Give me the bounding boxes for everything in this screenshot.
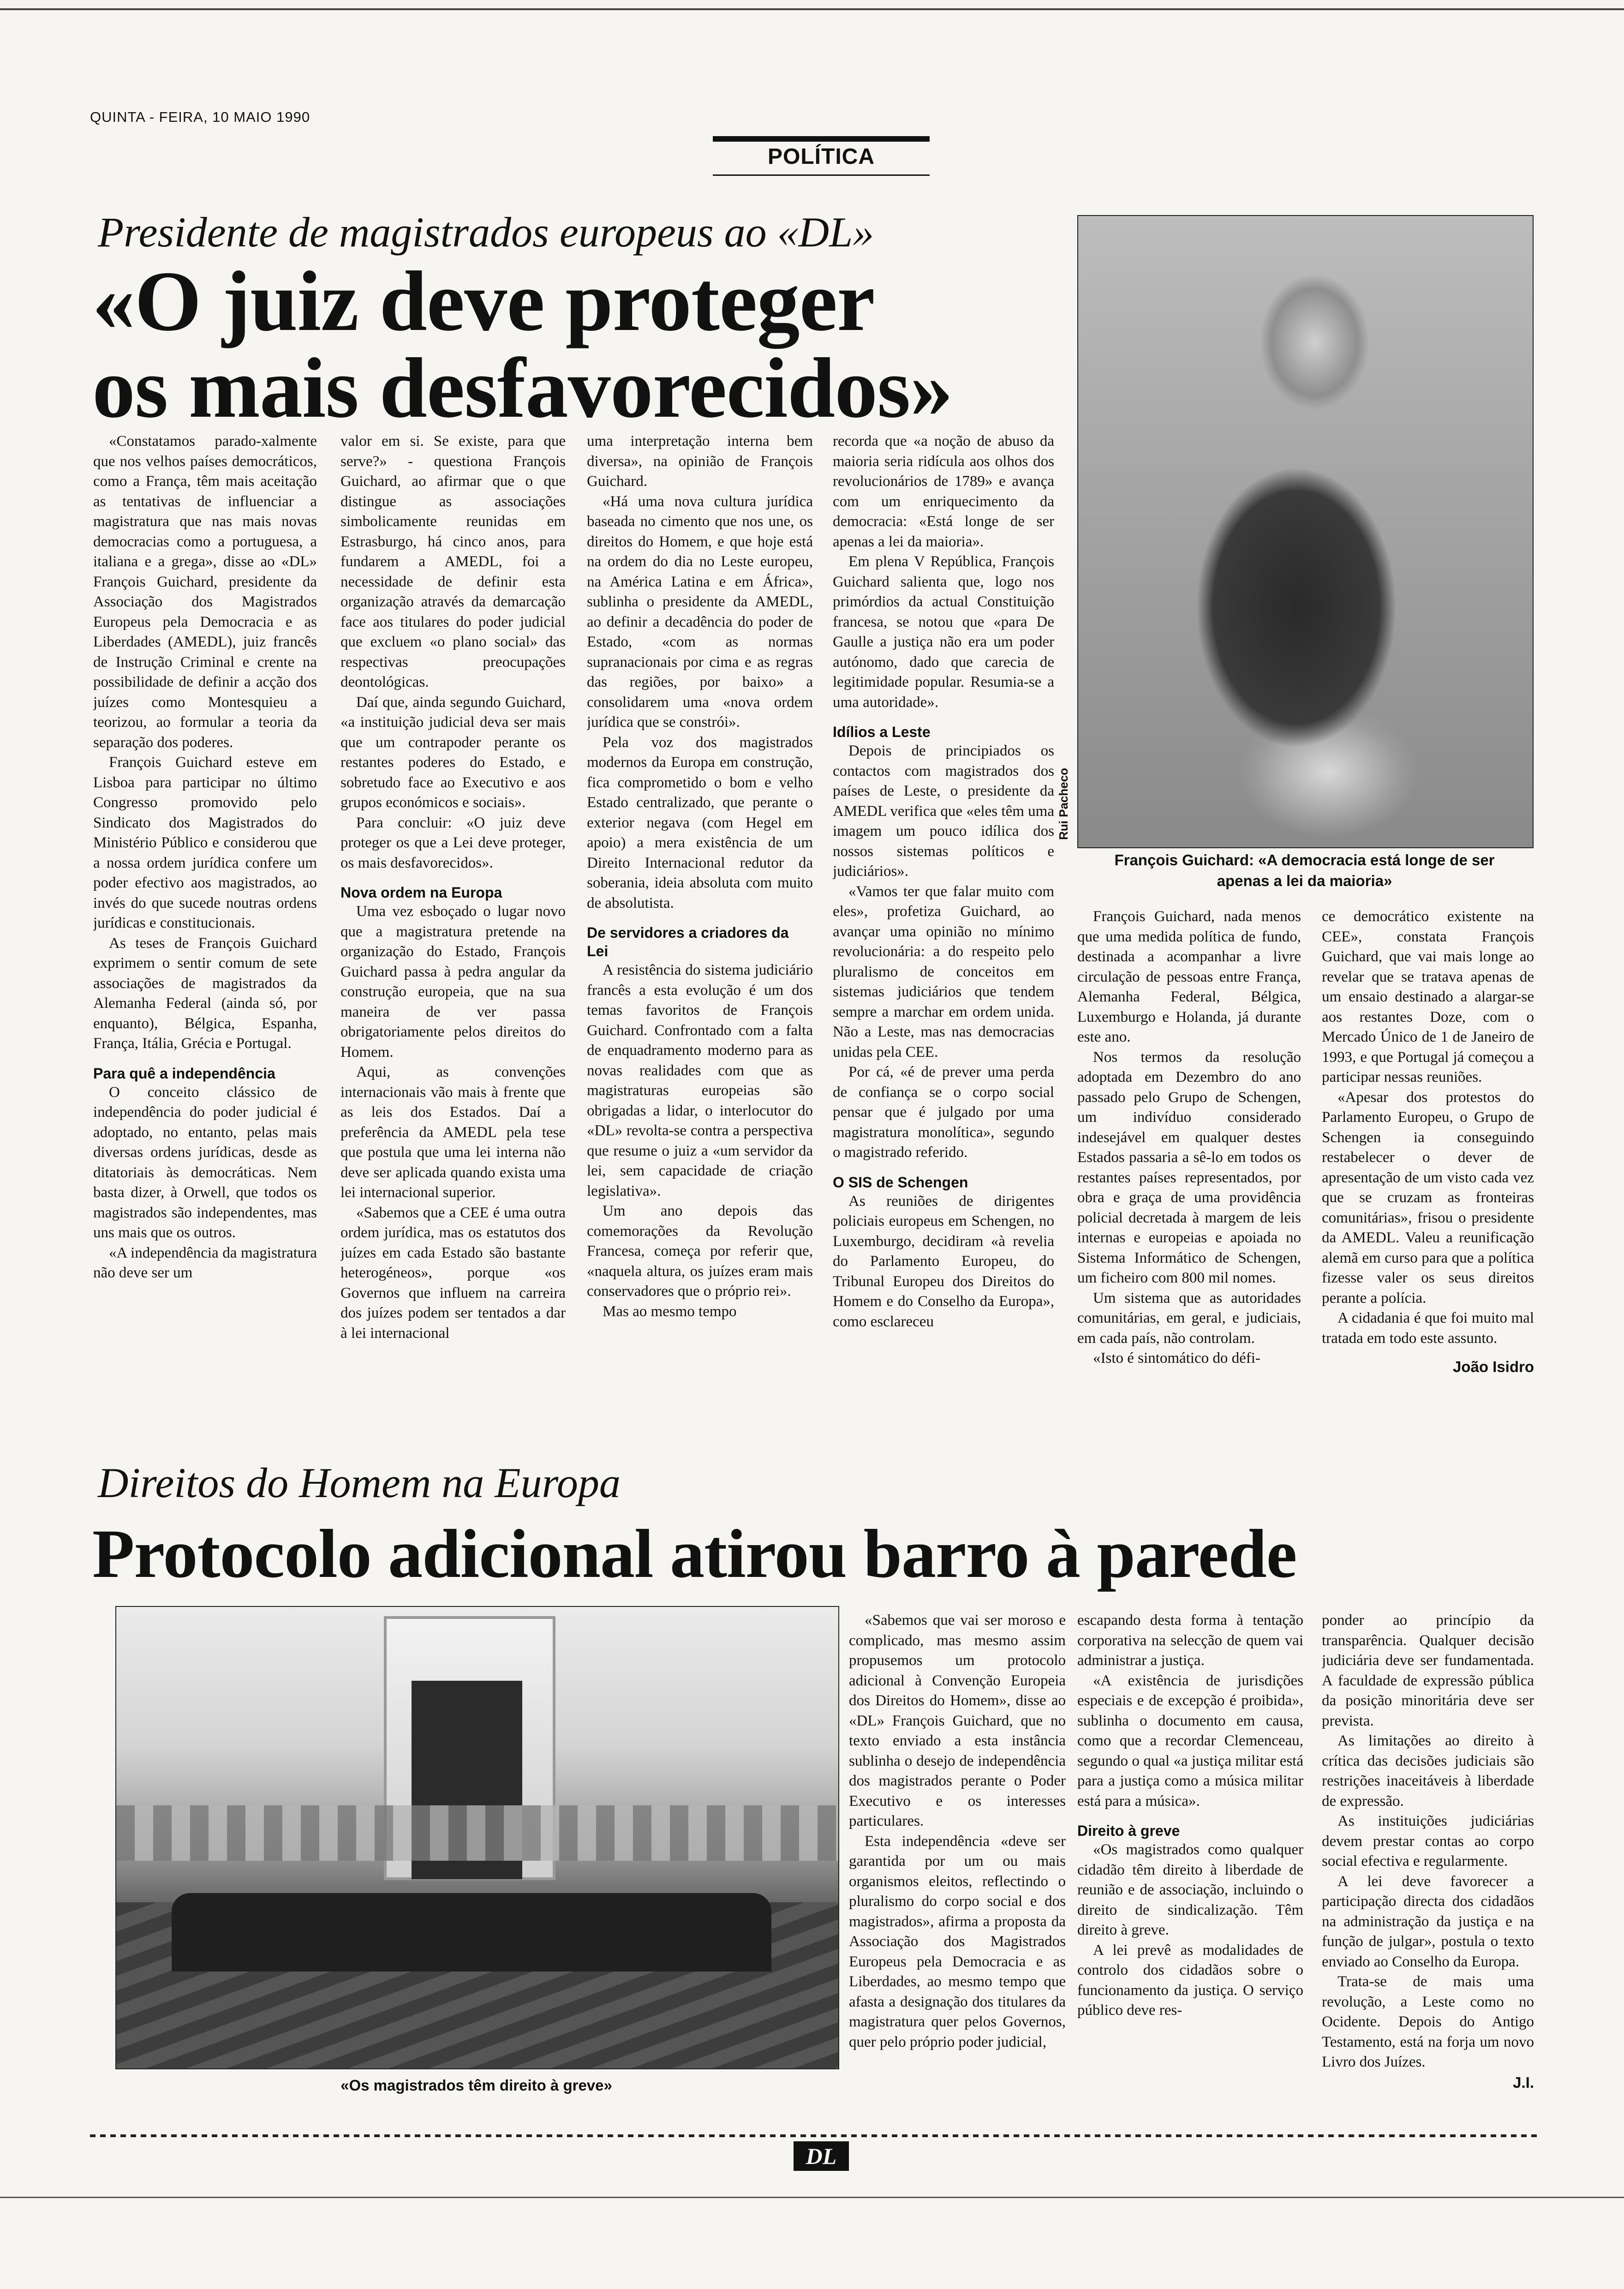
section-bottom-rule [713,174,930,176]
paragraph: «Os magistrados como qualquer cidadão têm direito à liberdade de reunião e de associação, incluindo o direito de sindicalização. Têm direito à greve. [1077,1841,1303,1938]
article2-column-1 [849,1611,1066,2123]
subheading: De servidores a criadores da Lei [587,924,789,959]
article1-headline-line2: os mais desfavorecidos» [92,341,953,436]
paragraph: recorda que «a noção de abuso da maioria seria ridícula aos olhos dos revolucionários de 1789» e avança com um enriquecimento da democracia: «Está longe de ser apenas a lei da maioria». [833,433,1054,550]
courtroom-photo [115,1606,839,2069]
paragraph: «Sabemos que vai ser moroso e complicado, mas mesmo assim propusemos um protocolo adicional à Convenção Europeia dos Direitos do Homem», disse ao «DL» François Guichard, que no texto enviado a esta instância sublinha o desejo de independência dos magistrados perante o Poder Executivo e os interesses particulares. [849,1612,1066,1829]
paragraph: As instituições judiciárias devem prestar contas ao corpo social efectiva e regularmente. [1322,1813,1534,1870]
section-label: POLÍTICA [768,144,875,169]
article2-kicker: Direitos do Homem na Europa [98,1459,621,1506]
paragraph: Mas ao mesmo tempo [603,1303,737,1320]
paragraph: «Sabemos que a CEE é uma outra ordem jurídica, mas os estatutos dos juízes em cada Estado são bastante heterogéneos», porque «os Governos que influem na carreira dos juízes podem ser tentados a dar à lei internacional [340,1204,566,1342]
paragraph: uma interpretação interna bem diversa», na opinião de François Guichard. [587,433,813,490]
paragraph: Esta independência «deve ser garantida por um ou mais organismos eleitos, reflectindo o pluralismo do corpo social e dos magistrados», afirma a proposta da Associação dos Magistrados Europeus pela Democracia e as Liberdades, ao mesmo tempo que afasta a designação dos titulares da magistratura quer pelos Governos, quer pelo próprio poder judicial, [849,1833,1066,2050]
paragraph: A lei prevê as modalidades de controlo dos cidadãos sobre o funcionamento da justiça. O serviço público deve res- [1077,1941,1303,2019]
paragraph: Aqui, as convenções internacionais vão mais à frente que as leis dos Estados. Daí a preferência da AMEDL pela tese que postula que uma lei interna não deve ser aplicada quando exista uma lei internacional superior. [340,1064,566,1201]
subheading: Idílios a Leste [833,724,931,740]
paragraph: François Guichard esteve em Lisboa para participar no último Congresso promovido pelo Sindicato dos Magistrados do Ministério Público e considerou que a nossa ordem jurídica confere um poder efectivo aos magistrados, ao invés do que sucede noutras ordens jurídicas e constitucionais. [93,754,317,931]
subheading: Para quê a independência [93,1065,275,1082]
article1-kicker: Presidente de magistrados europeus ao «DL» [98,209,874,256]
article1-column-5 [1077,907,1301,1447]
article1-column-4 [833,431,1054,1447]
subheading: Direito à greve [1077,1822,1180,1839]
footer-logo: DL [794,2141,849,2171]
paragraph: «Isto é sintomático do défi- [1093,1350,1260,1366]
footer-dotted-rule [90,2134,1539,2137]
paragraph: Um sistema que as autoridades comunitárias, em geral, e judiciais, em cada país, não controlam. [1077,1289,1301,1347]
article1-column-6 [1322,907,1534,1447]
paragraph: Em plena V República, François Guichard salienta que, logo nos primórdios da actual Constituição francesa, se notou que «para De Gaulle a justiça não era um poder autónomo, dado que carecia de legitimidade popular. Resumia-se a uma autoridade». [833,553,1054,711]
paragraph: Pela voz dos magistrados modernos da Europa em construção, fica comprometido o bom e velho Estado centralizado, que perante o exterior negava (com Hegel em apoio) a mera existência de um Direito Internacional redutor da soberania, ideia absoluta com muito de absolutista. [587,734,813,911]
paragraph: Nos termos da resolução adoptada em Dezembro do ano passado pelo Grupo de Schengen, um indivíduo considerado indesejável em qualquer destes Estados passaria a sê-lo em todos os restantes países representados, por obra e graça de uma providência policial decretada à margem de leis internas e europeias e apoiada no Sistema Informático de Schengen, um ficheiro com 800 mil nomes. [1077,1049,1301,1286]
paragraph: Depois de principiados os contactos com magistrados dos países de Leste, o presidente da AMEDL verifica que «eles têm uma imagem um pouco idílica dos nossos sistemas políticos e judiciários». [833,743,1054,880]
author-signature: J.I. [1513,2073,1534,2091]
paragraph: As limitações ao direito à crítica das decisões judiciais são restrições inaceitáveis à liberdade de expressão. [1322,1732,1534,1810]
paragraph: «Vamos ter que falar muito com eles», profetiza Guichard, ao avançar uma opinião no mínimo revolucionária: a do respeito pelo pluralismo de conceitos em sistemas judiciários que tendem sempre a marchar em ordem unida. Não a Leste, mas nas democracias unidas pela CEE. [833,883,1054,1061]
paragraph: As teses de François Guichard exprimem o sentir comum de sete associações de magistrados da Alemanha Federal (ainda só, por enquanto), Bélgica, Espanha, França, Itália, Grécia e Portugal. [93,935,317,1052]
subheading: Nova ordem na Europa [340,884,502,901]
photo-credit: Rui Pacheco [1057,767,1070,840]
paragraph: ce democrático existente na CEE», constata François Guichard, que vai mais longe ao revelar que se tratava apenas de um ensaio destinado a alargar-se aos restantes Doze, com o Mercado Único de 1 de Janeiro de 1993, e que Portugal já começou a participar nessas reuniões. [1322,908,1534,1085]
paragraph: «Constatamos parado-xalmente que nos velhos países democráticos, como a França, têm mais aceitação as tentativas de influenciar a magistratura que nas mais novas democracias como a portuguesa, a italiana e a grega», disse ao «DL» François Guichard, presidente da Associação dos Magistrados Europeus pela Democracia e as Liberdades (AMEDL), juiz francês de Instrução Criminal e crente na possibilidade de definir a acção dos juízes como Montesquieu a teorizou, ao formular a teoria da separação dos poderes. [93,433,317,751]
paragraph: valor em si. Se existe, para que serve?» - questiona François Guichard, ao afirmar que o que distingue as associações simbolicamente reunidas em Estrasburgo, há cinco anos, para fundarem a AMEDL, foi a necessidade de definir esta organização através da demarcação face aos titulares do poder judicial que excluem «o plano social» das respectivas preocupações deontológicas. [340,433,566,690]
paragraph: A cidadania é que foi muito mal tratada em todo este assunto. [1322,1310,1534,1347]
article1-column-2 [340,431,566,1447]
article2-column-3 [1322,1611,1534,2123]
article2-headline: Protocolo adicional atirou barro à parede [92,1516,1297,1592]
paragraph: ponder ao princípio da transparência. Qualquer decisão judiciária deve ser fundamentada. A faculdade de expressão pública da posição minoritária deve ser prevista. [1322,1612,1534,1729]
paragraph: «Há uma nova cultura jurídica baseada no cimento que nos une, os direitos do Homem, e que hoje está na ordem do dia no Leste europeu, na América Latina e em África», sublinha o presidente da AMEDL, ao definir a decadência do poder de Estado, «com as normas supranacionais por cima e as regras das regiões, por baixo» a consolidarem uma «nova ordem jurídica que se constrói». [587,493,813,731]
page-date: QUINTA - FEIRA, 10 MAIO 1990 [90,109,310,125]
paragraph: Para concluir: «O juiz deve proteger os que a Lei deve proteger, os mais desfavorecidos». [340,814,566,871]
top-edge-rule [0,8,1624,10]
subheading: O SIS de Schengen [833,1174,968,1191]
bottom-edge-rule [0,2197,1624,2198]
article1-headline-line1: «O juiz deve proteger [92,254,875,349]
paragraph: escapando desta forma à tentação corporativa na selecção de quem vai administrar a justiça. [1077,1612,1303,1669]
paragraph: O conceito clássico de independência do poder judicial é adoptado, no entanto, pelas mais diversas ordens jurídicas, desde as ditatoriais às democráticas. Nem basta dizer, à Orwell, que todos os magistrados são independentes, mas uns mais que os outros. [93,1084,317,1241]
paragraph: «A independência da magistratura não deve ser um [93,1244,317,1281]
paragraph: «Apesar dos protestos do Parlamento Europeu, o Grupo de Schengen ia conseguindo restabelecer o dever de apresentação de um visto cada vez que se cruzam as fronteiras comunitárias», frisou o presidente da AMEDL. Valeu a reunificação alemã em curso para que a política fizesse valer os seus direitos perante a polícia. [1322,1089,1534,1306]
section-top-bar [713,136,930,142]
paragraph: Uma vez esboçado o lugar novo que a magistratura pretende na organização do Estado, François Guichard passa à pedra angular da construção europeia, que na sua maneira de ver passa obrigatoriamente pelos direitos do Homem. [340,903,566,1061]
judges-bench [172,1893,771,1971]
wall-tiles [116,1805,838,1861]
paragraph: Por cá, «é de prever uma perda de confiança se o corpo social pensar que é julgado por uma magistratura monolítica», segundo o magistrado referido. [833,1064,1054,1161]
guichard-portrait-photo [1077,215,1534,848]
paragraph: As reuniões de dirigentes policiais europeus em Schengen, no Luxemburgo, decidiram «à revelia do Parlamento Europeu, do Tribunal Europeu dos Direitos do Homem e do Conselho da Europa», como esclareceu [833,1192,1054,1330]
photo-caption-line2: apenas a lei da maioria» [1217,872,1392,889]
article1-column-3 [587,431,813,1447]
courtroom-photo-caption: «Os magistrados têm direito à greve» [340,2077,612,2094]
paragraph: Um ano depois das comemorações da Revolução Francesa, começa por referir que, «naquela altura, os juízes eram mais conservadores que o próprio rei». [587,1203,813,1300]
paragraph: François Guichard, nada menos que uma medida política de fundo, destinada a acompanhar a livre circulação de pessoas entre França, Alemanha Federal, Bélgica, Luxemburgo e Holanda, já durante este ano. [1077,908,1301,1045]
author-signature: João Isidro [1452,1358,1534,1375]
article1-column-1 [93,431,317,1447]
paragraph: «A existência de jurisdições especiais e de excepção é proibida», sublinha o documento em causa, como que a recordar Clemenceau, segundo o qual «a justiça militar está para a justiça como a música militar está para a música». [1077,1672,1303,1810]
photo-caption-line1: François Guichard: «A democracia está longe de ser [1114,851,1495,869]
paragraph: Trata-se de mais uma revolução, a Leste como no Ocidente. Depois do Antigo Testamento, está na forja um novo Livro dos Juízes. [1322,1973,1534,2070]
paragraph: A resistência do sistema judiciário francês a esta evolução é um dos temas favoritos de François Guichard. Confrontado com a falta de enquadramento moderno para as novas realidades com que as magistraturas europeias são obrigadas a lidar, o interlocutor do «DL» revolta-se contra a perspectiva que resume o juiz a «um servidor da lei, sem capacidade de criação legislativa». [587,962,813,1199]
paragraph: Daí que, ainda segundo Guichard, «a instituição judicial deva ser mais que um contrapoder perante os restantes poderes do Estado, e sobretudo face ao Executivo e aos grupos económicos e sociais». [340,694,566,811]
paragraph: A lei deve favorecer a participação directa dos cidadãos na administração da justiça e na função de julgar», postula o texto enviado ao Conselho da Europa. [1322,1873,1534,1970]
article2-column-2 [1077,1611,1303,2123]
